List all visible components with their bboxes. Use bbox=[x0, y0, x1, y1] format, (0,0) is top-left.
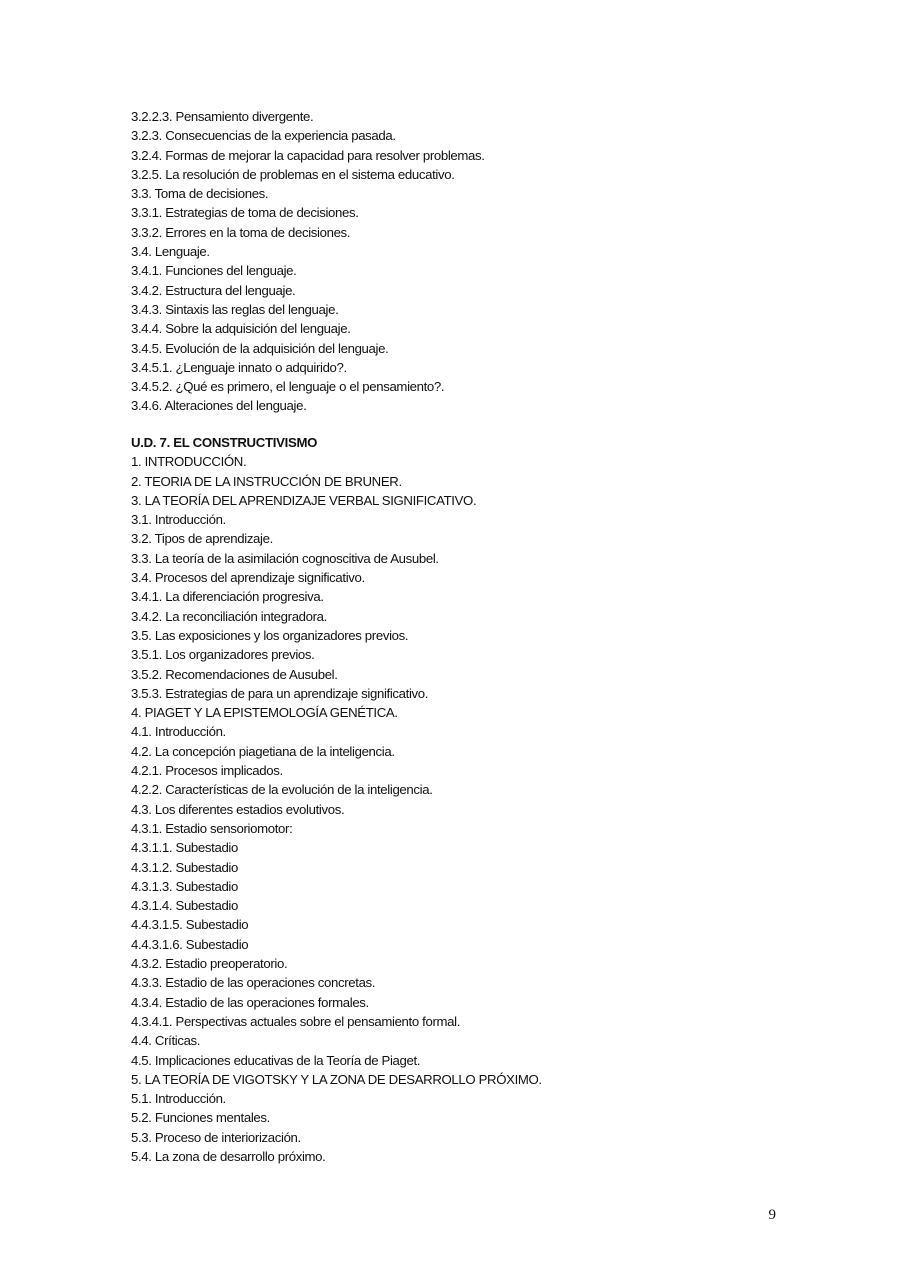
toc-entry: 4.3.1.3. Subestadio bbox=[131, 878, 238, 894]
unit-heading: U.D. 7. EL CONSTRUCTIVISMO bbox=[131, 435, 318, 450]
toc-entry: 3.4.6. Alteraciones del lenguaje. bbox=[131, 398, 307, 414]
toc-entry: 3.1. Introducción. bbox=[131, 512, 226, 528]
toc-entry: 3.4.3. Sintaxis las reglas del lenguaje. bbox=[131, 301, 339, 317]
toc-entry: 4.3.3. Estadio de las operaciones concretas. bbox=[131, 975, 376, 991]
toc-entry: 3.3. Toma de decisiones. bbox=[131, 186, 269, 202]
toc-entry: 3. LA TEORÍA DEL APRENDIZAJE VERBAL SIGNIFICATIVO. bbox=[131, 492, 477, 508]
toc-entry: 3.4. Lenguaje. bbox=[131, 244, 210, 260]
toc-entry: 3.2.5. La resolución de problemas en el sistema educativo. bbox=[131, 166, 455, 182]
toc-entry: 5. LA TEORÍA DE VIGOTSKY Y LA ZONA DE DESARROLLO PRÓXIMO. bbox=[131, 1071, 542, 1087]
toc-entry: 5.2. Funciones mentales. bbox=[131, 1110, 270, 1126]
toc-entry: 3.2.2.3. Pensamiento divergente. bbox=[131, 109, 314, 124]
toc-entry: 3.5.3. Estrategias de para un aprendizaje significativo. bbox=[131, 685, 429, 701]
toc-entry: 5.4. La zona de desarrollo próximo. bbox=[131, 1148, 326, 1164]
toc-entry: 4.3.1.2. Subestadio bbox=[131, 859, 238, 875]
toc-entry: 3.2. Tipos de aprendizaje. bbox=[131, 531, 273, 547]
toc-entry: 4.4.3.1.6. Subestadio bbox=[131, 936, 249, 952]
toc-entry: 4.3.1.4. Subestadio bbox=[131, 898, 238, 914]
toc-entry: 4.4.3.1.5. Subestadio bbox=[131, 917, 249, 933]
toc-entry: 3.5. Las exposiciones y los organizadores previos. bbox=[131, 627, 409, 643]
toc-entry: 3.4.2. La reconciliación integradora. bbox=[131, 608, 327, 624]
toc-entry: 4.3.1. Estadio sensoriomotor: bbox=[131, 820, 293, 836]
toc-entry: 4. PIAGET Y LA EPISTEMOLOGÍA GENÉTICA. bbox=[131, 705, 398, 721]
toc-section-unit-7 bbox=[131, 433, 831, 1166]
toc-entry: 4.2. La concepción piagetiana de la inteligencia. bbox=[131, 743, 395, 759]
toc-entry: 4.5. Implicaciones educativas de la Teoría de Piaget. bbox=[131, 1052, 421, 1068]
toc-entry: 4.1. Introducción. bbox=[131, 724, 226, 740]
toc-entry: 2. TEORIA DE LA INSTRUCCIÓN DE BRUNER. bbox=[131, 473, 402, 489]
toc-entry: 4.3.2. Estadio preoperatorio. bbox=[131, 956, 288, 972]
toc-entry: 4.2.1. Procesos implicados. bbox=[131, 763, 283, 779]
toc-entry: 4.3.1.1. Subestadio bbox=[131, 840, 238, 856]
toc-section-continued bbox=[131, 107, 831, 416]
toc-entry: 1. INTRODUCCIÓN. bbox=[131, 454, 247, 470]
toc-entry: 3.3.2. Errores en la toma de decisiones. bbox=[131, 224, 351, 240]
toc-entry: 4.3.4.1. Perspectivas actuales sobre el pensamiento formal. bbox=[131, 1013, 461, 1029]
toc-entry: 3.4.5.1. ¿Lenguaje innato o adquirido?. bbox=[131, 359, 347, 375]
toc-entry: 3.2.4. Formas de mejorar la capacidad para resolver problemas. bbox=[131, 147, 485, 163]
page-number: 9 bbox=[768, 1207, 776, 1223]
toc-entry: 3.4.4. Sobre la adquisición del lenguaje. bbox=[131, 321, 351, 337]
toc-entry: 4.3.4. Estadio de las operaciones formales. bbox=[131, 994, 369, 1010]
toc-entry: 3.3.1. Estrategias de toma de decisiones. bbox=[131, 205, 359, 221]
toc-entry: 3.4.5. Evolución de la adquisición del lenguaje. bbox=[131, 340, 389, 356]
toc-entry: 3.2.3. Consecuencias de la experiencia pasada. bbox=[131, 128, 396, 144]
toc-entry: 3.3. La teoría de la asimilación cognoscitiva de Ausubel. bbox=[131, 550, 439, 566]
toc-entry: 3.4.5.2. ¿Qué es primero, el lenguaje o el pensamiento?. bbox=[131, 379, 445, 395]
toc-entry: 3.4.1. Funciones del lenguaje. bbox=[131, 263, 297, 279]
toc-entry: 3.5.1. Los organizadores previos. bbox=[131, 647, 315, 663]
toc-entry: 3.5.2. Recomendaciones de Ausubel. bbox=[131, 666, 338, 682]
toc-entry: 3.4.1. La diferenciación progresiva. bbox=[131, 589, 324, 605]
toc-entry: 5.3. Proceso de interiorización. bbox=[131, 1129, 301, 1145]
toc-entry: 3.4.2. Estructura del lenguaje. bbox=[131, 282, 296, 298]
toc-entry: 4.2.2. Características de la evolución de la inteligencia. bbox=[131, 782, 433, 798]
toc-entry: 3.4. Procesos del aprendizaje significativo. bbox=[131, 570, 365, 586]
toc-entry: 5.1. Introducción. bbox=[131, 1091, 226, 1107]
toc-entry: 4.3. Los diferentes estadios evolutivos. bbox=[131, 801, 345, 817]
toc-entry: 4.4. Críticas. bbox=[131, 1033, 201, 1049]
